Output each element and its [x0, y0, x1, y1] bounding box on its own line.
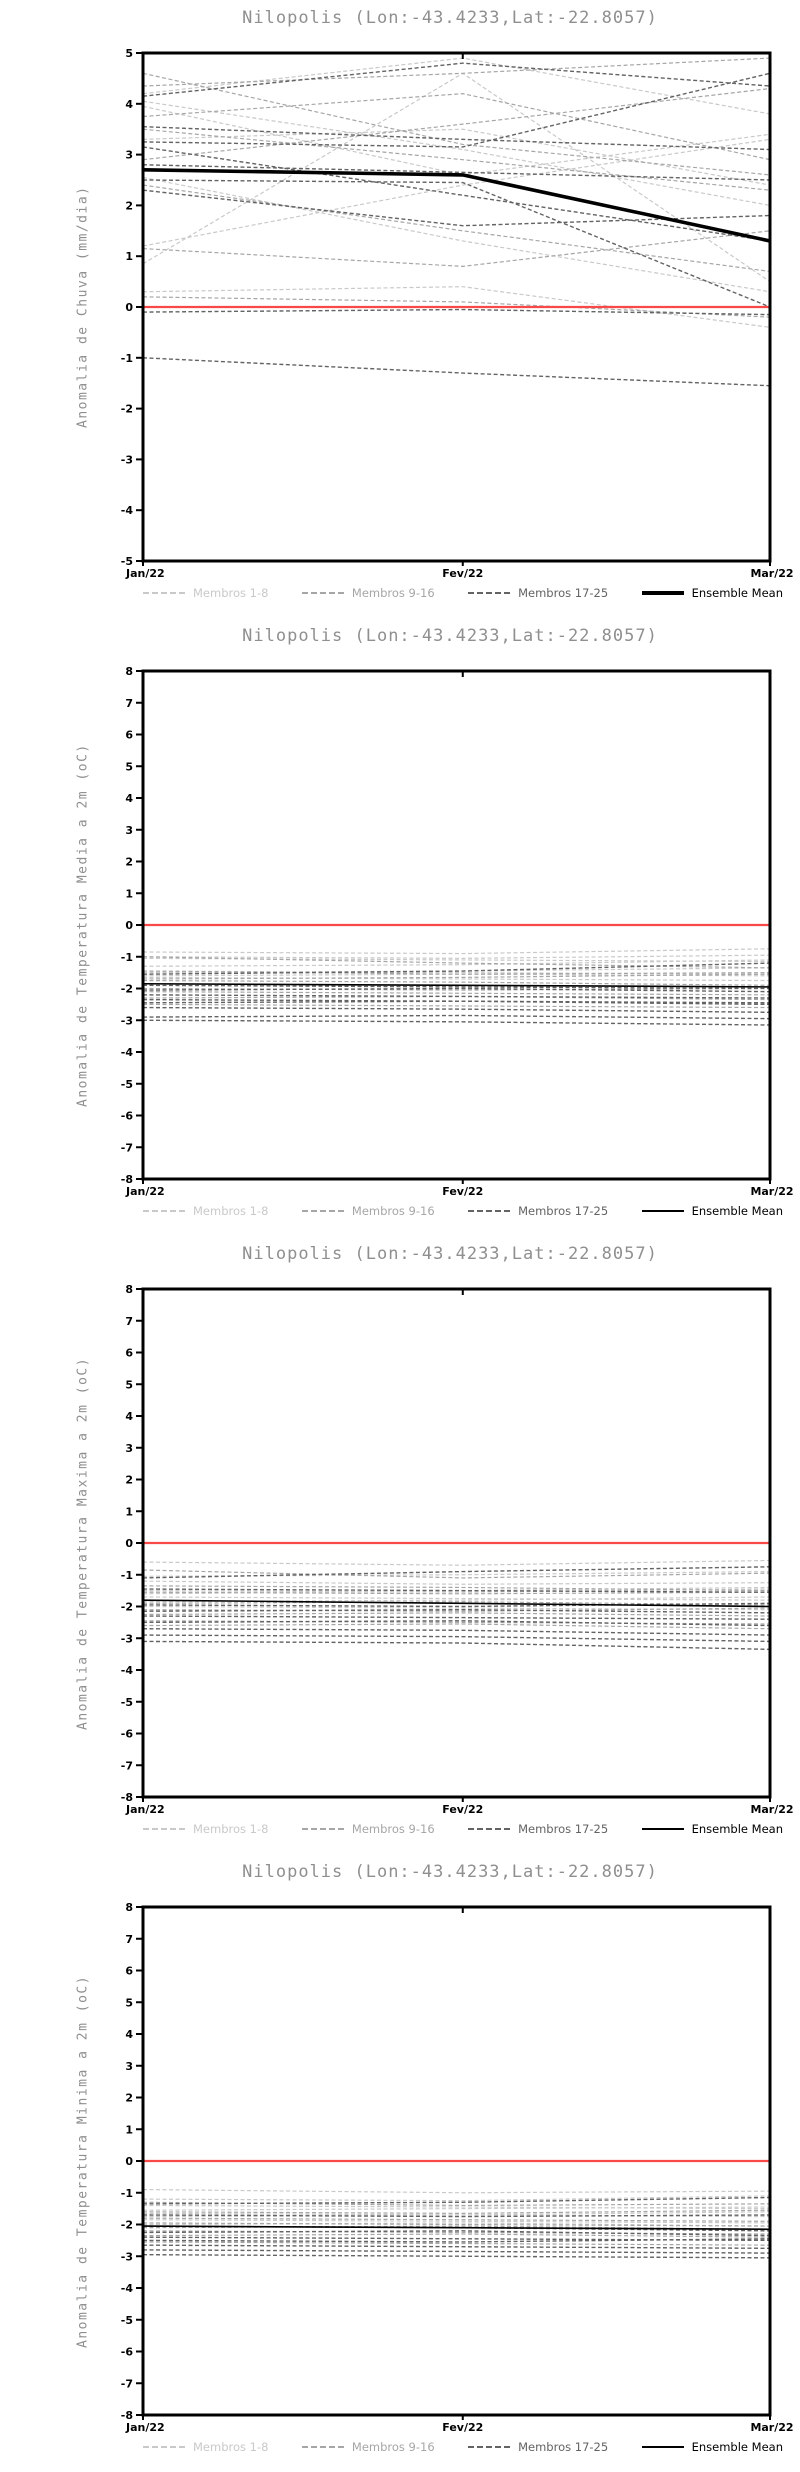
- legend-item-members-17-25: [468, 2440, 608, 2454]
- y-axis-label: Anomalia de Temperatura Media a 2m (oC): [75, 743, 91, 1107]
- chart-mean-temp-anomaly: [0, 618, 800, 1236]
- chart-rain-anomaly: [0, 0, 800, 618]
- svg-text:5: 5: [125, 760, 133, 774]
- svg-text:0: 0: [125, 301, 133, 314]
- legend-item-members-17-25: [468, 1204, 608, 1218]
- min-temp-anomaly-plot: [0, 1854, 800, 2472]
- legend-item-members-9-16: [302, 1204, 435, 1218]
- legend-label: Ensemble Mean: [691, 586, 783, 600]
- svg-text:Fev/22: Fev/22: [442, 1185, 484, 1198]
- svg-text:-8: -8: [120, 1791, 133, 1804]
- svg-text:-8: -8: [120, 2409, 133, 2422]
- svg-text:3: 3: [125, 2059, 133, 2073]
- svg-text:Jan/22: Jan/22: [126, 567, 165, 580]
- svg-text:Fev/22: Fev/22: [442, 567, 484, 580]
- svg-text:6: 6: [125, 1346, 133, 1360]
- svg-text:-5: -5: [120, 1695, 133, 1709]
- legend-label: Ensemble Mean: [691, 1822, 783, 1836]
- members-9-16-line-swatch: [302, 1210, 344, 1212]
- svg-text:-5: -5: [120, 555, 133, 568]
- svg-text:-6: -6: [120, 1727, 133, 1741]
- chart-title: Nilopolis (Lon:-43.4233,Lat:-22.8057): [242, 8, 658, 28]
- legend-label: Ensemble Mean: [691, 1204, 783, 1218]
- ensemble-mean-line-swatch: [642, 591, 684, 595]
- legend-item-ensemble-mean: [642, 1204, 783, 1218]
- chart-legend: [143, 1204, 783, 1218]
- rain-anomaly-plot: [0, 0, 800, 618]
- svg-text:-6: -6: [120, 2345, 133, 2359]
- svg-text:Jan/22: Jan/22: [126, 2421, 165, 2434]
- legend-label: Membros 9-16: [351, 1822, 435, 1836]
- legend-item-members-17-25: [468, 1822, 608, 1836]
- svg-text:-3: -3: [120, 1632, 133, 1646]
- legend-item-members-1-8: [143, 1204, 268, 1218]
- svg-text:3: 3: [125, 1441, 133, 1455]
- legend-label: Membros 9-16: [351, 1204, 435, 1218]
- svg-text:5: 5: [125, 47, 133, 60]
- svg-text:1: 1: [125, 887, 133, 901]
- legend-label: Membros 9-16: [351, 586, 435, 600]
- y-axis-label: Anomalia de Chuva (mm/dia): [75, 185, 91, 429]
- svg-text:Jan/22: Jan/22: [126, 1185, 165, 1198]
- mean-temp-anomaly-plot: [0, 618, 800, 1236]
- svg-text:2: 2: [125, 199, 133, 213]
- chart-legend: [143, 1822, 783, 1836]
- svg-text:0: 0: [125, 919, 133, 932]
- members-17-25-line-swatch: [468, 1210, 510, 1212]
- svg-text:-2: -2: [120, 2218, 133, 2232]
- svg-text:8: 8: [125, 665, 133, 678]
- svg-text:7: 7: [125, 696, 133, 710]
- svg-text:1: 1: [125, 2123, 133, 2137]
- svg-text:3: 3: [125, 823, 133, 837]
- svg-text:-4: -4: [120, 1046, 133, 1059]
- svg-text:-2: -2: [120, 982, 133, 996]
- chart-max-temp-anomaly: [0, 1236, 800, 1854]
- svg-text:Mar/22: Mar/22: [750, 567, 794, 580]
- legend-item-members-9-16: [302, 1822, 435, 1836]
- svg-text:-3: -3: [120, 1014, 133, 1028]
- svg-text:-7: -7: [120, 2377, 133, 2391]
- legend-label: Membros 1-8: [193, 1822, 269, 1836]
- legend-label: Membros 1-8: [193, 2440, 269, 2454]
- legend-label: Membros 17-25: [518, 1204, 609, 1218]
- legend-item-ensemble-mean: [642, 2440, 783, 2454]
- members-1-8-line-swatch: [143, 2446, 185, 2448]
- max-temp-anomaly-plot: [0, 1236, 800, 1854]
- svg-text:-4: -4: [120, 504, 133, 518]
- chart-title: Nilopolis (Lon:-43.4233,Lat:-22.8057): [242, 1862, 658, 1882]
- svg-text:8: 8: [125, 1901, 133, 1914]
- members-17-25-line-swatch: [468, 592, 510, 594]
- svg-text:7: 7: [125, 1314, 133, 1328]
- y-axis-label: Anomalia de Temperatura Maxima a 2m (oC): [75, 1356, 91, 1730]
- svg-text:4: 4: [125, 2028, 133, 2041]
- svg-text:-2: -2: [120, 402, 133, 416]
- svg-text:Fev/22: Fev/22: [442, 2421, 484, 2434]
- members-9-16-line-swatch: [302, 1828, 344, 1830]
- svg-text:-1: -1: [120, 2186, 133, 2200]
- svg-text:Jan/22: Jan/22: [126, 1803, 165, 1816]
- legend-label: Ensemble Mean: [691, 2440, 783, 2454]
- legend-item-members-9-16: [302, 2440, 435, 2454]
- legend-item-ensemble-mean: [642, 586, 783, 600]
- legend-label: Membros 1-8: [193, 1204, 269, 1218]
- svg-text:0: 0: [125, 1537, 133, 1550]
- svg-text:1: 1: [125, 1505, 133, 1519]
- members-17-25-line-swatch: [468, 1828, 510, 1830]
- svg-text:-2: -2: [120, 1600, 133, 1614]
- ensemble-mean-line-swatch: [642, 2446, 684, 2448]
- svg-text:-4: -4: [120, 1664, 133, 1677]
- svg-text:6: 6: [125, 1964, 133, 1978]
- chart-title: Nilopolis (Lon:-43.4233,Lat:-22.8057): [242, 626, 658, 646]
- svg-text:4: 4: [125, 792, 133, 805]
- svg-text:0: 0: [125, 2155, 133, 2168]
- svg-text:-3: -3: [120, 2250, 133, 2264]
- svg-text:4: 4: [125, 1410, 133, 1423]
- legend-item-members-1-8: [143, 2440, 268, 2454]
- svg-text:-8: -8: [120, 1173, 133, 1186]
- members-1-8-line-swatch: [143, 1210, 185, 1212]
- legend-item-members-17-25: [468, 586, 608, 600]
- members-9-16-line-swatch: [302, 2446, 344, 2448]
- svg-text:5: 5: [125, 1996, 133, 2010]
- svg-text:2: 2: [125, 855, 133, 869]
- members-1-8-line-swatch: [143, 592, 185, 594]
- legend-item-ensemble-mean: [642, 1822, 783, 1836]
- svg-text:2: 2: [125, 1473, 133, 1487]
- svg-text:-3: -3: [120, 453, 133, 467]
- svg-text:3: 3: [125, 148, 133, 162]
- svg-text:-5: -5: [120, 1077, 133, 1091]
- legend-item-members-1-8: [143, 1822, 268, 1836]
- ensemble-mean-line-swatch: [642, 1210, 684, 1212]
- svg-text:-4: -4: [120, 2282, 133, 2295]
- svg-text:Fev/22: Fev/22: [442, 1803, 484, 1816]
- legend-label: Membros 9-16: [351, 2440, 435, 2454]
- ensemble-mean-line-swatch: [642, 1828, 684, 1830]
- members-1-8-line-swatch: [143, 1828, 185, 1830]
- svg-text:-7: -7: [120, 1759, 133, 1773]
- chart-legend: [143, 2440, 783, 2454]
- legend-item-members-1-8: [143, 586, 268, 600]
- legend-label: Membros 17-25: [518, 2440, 609, 2454]
- svg-text:-1: -1: [120, 950, 133, 964]
- chart-min-temp-anomaly: [0, 1854, 800, 2472]
- svg-text:2: 2: [125, 2091, 133, 2105]
- svg-text:6: 6: [125, 728, 133, 742]
- svg-text:8: 8: [125, 1283, 133, 1296]
- svg-text:Mar/22: Mar/22: [750, 1185, 794, 1198]
- svg-text:Mar/22: Mar/22: [750, 2421, 794, 2434]
- legend-label: Membros 17-25: [518, 586, 609, 600]
- svg-text:-1: -1: [120, 351, 133, 365]
- svg-text:1: 1: [125, 250, 133, 264]
- chart-legend: [143, 586, 783, 600]
- members-9-16-line-swatch: [302, 592, 344, 594]
- legend-label: Membros 1-8: [193, 586, 269, 600]
- svg-text:-7: -7: [120, 1141, 133, 1155]
- legend-label: Membros 17-25: [518, 1822, 609, 1836]
- svg-text:-1: -1: [120, 1568, 133, 1582]
- svg-text:4: 4: [125, 97, 133, 111]
- svg-text:-6: -6: [120, 1109, 133, 1123]
- y-axis-label: Anomalia de Temperatura Minima a 2m (oC): [75, 1974, 91, 2348]
- svg-text:7: 7: [125, 1932, 133, 1946]
- svg-text:5: 5: [125, 1378, 133, 1392]
- svg-text:Mar/22: Mar/22: [750, 1803, 794, 1816]
- members-17-25-line-swatch: [468, 2446, 510, 2448]
- chart-title: Nilopolis (Lon:-43.4233,Lat:-22.8057): [242, 1244, 658, 1264]
- svg-text:-5: -5: [120, 2313, 133, 2327]
- legend-item-members-9-16: [302, 586, 435, 600]
